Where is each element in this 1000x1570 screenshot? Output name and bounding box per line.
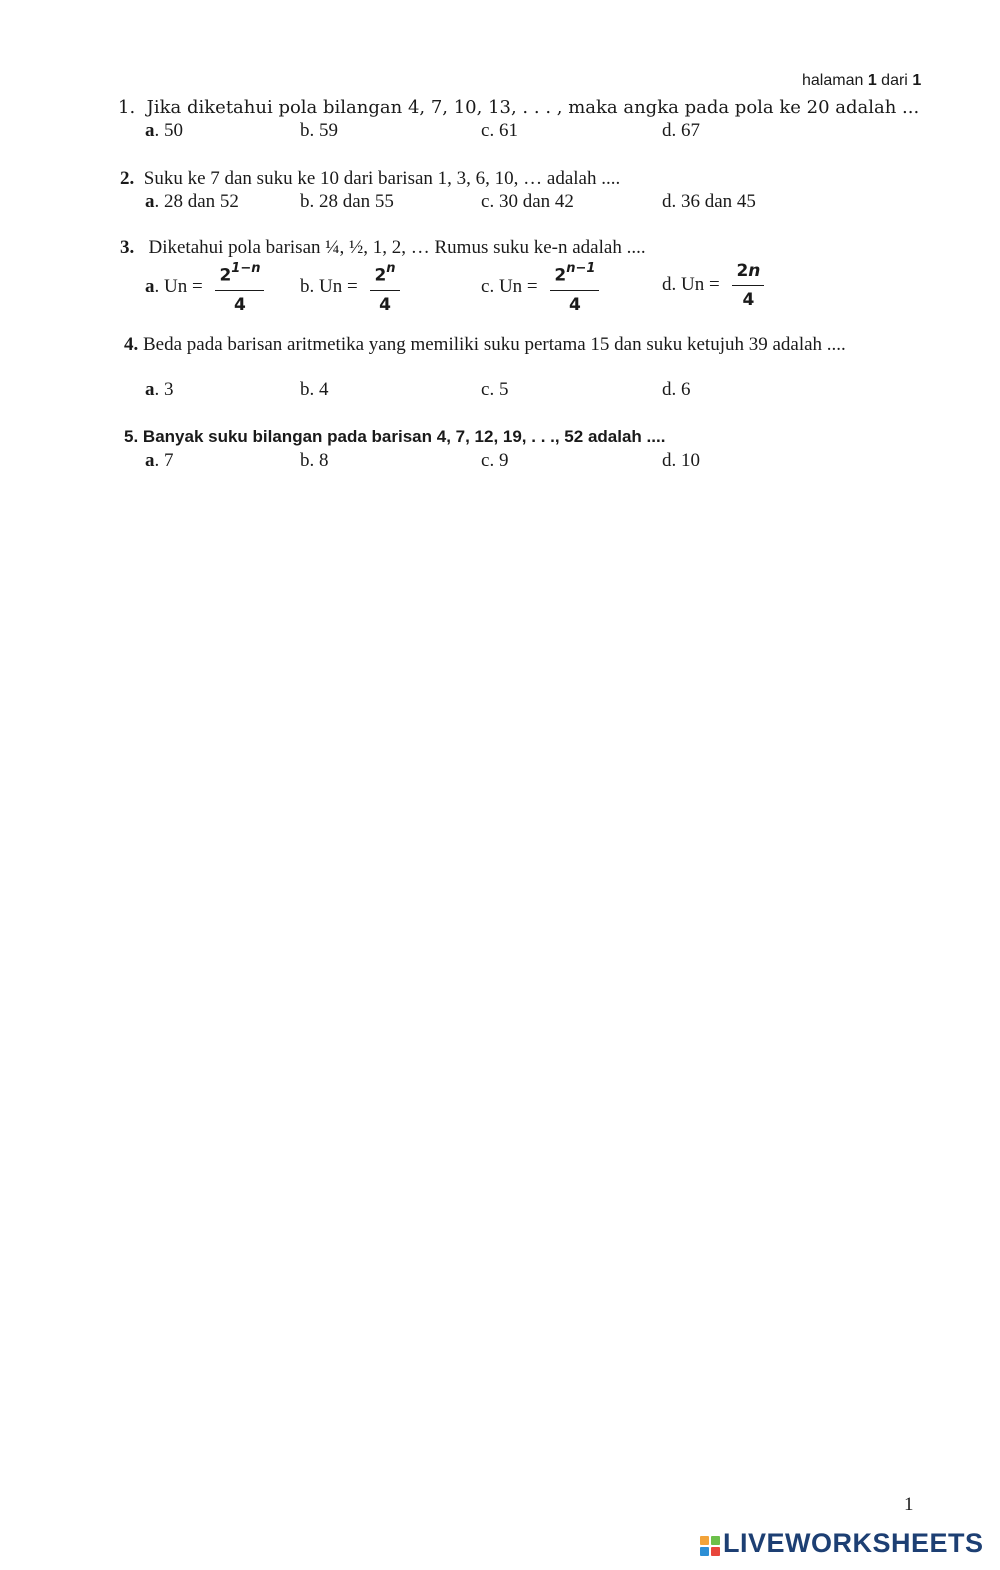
q2-option-b[interactable]: b. 28 dan 55 bbox=[300, 191, 394, 212]
formula-fraction: $\frac{2^{1-n}}{4}$ bbox=[215, 260, 264, 316]
q5-option-b[interactable]: b. 8 bbox=[300, 450, 329, 471]
formula-fraction: $\frac{2^n}{4}$ bbox=[370, 260, 399, 316]
q5-option-d[interactable]: d. 10 bbox=[662, 450, 700, 471]
question-number: 1. bbox=[118, 97, 136, 118]
question-number: 3. bbox=[120, 237, 135, 258]
q3-option-a[interactable]: a. Un = $\frac{2^{1-n}}{4}$ bbox=[145, 260, 264, 316]
q4-option-c[interactable]: c. 5 bbox=[481, 379, 509, 400]
question-text: Jika diketahui pola bilangan 4, 7, 10, 13, . . . , maka angka pada pola ke 20 adalah ... bbox=[146, 97, 920, 118]
q2-option-a[interactable]: a. 28 dan 52 bbox=[145, 191, 239, 212]
q1-option-a[interactable]: a. 50 bbox=[145, 120, 183, 141]
question-text: Banyak suku bilangan pada barisan 4, 7, 12, 19, . . ., 52 adalah .... bbox=[142, 427, 666, 446]
question-text: Suku ke 7 dan suku ke 10 dari barisan 1, 3, 6, 10, … adalah .... bbox=[143, 168, 621, 189]
header-middle: dari bbox=[876, 72, 913, 89]
q1-option-c[interactable]: c. 61 bbox=[481, 120, 518, 141]
header-prefix: halaman bbox=[802, 72, 868, 89]
formula-fraction: $\frac{2^{n-1}}{4}$ bbox=[550, 260, 599, 316]
page-header bbox=[802, 72, 921, 90]
page-number: 1 bbox=[904, 1494, 914, 1515]
question-5 bbox=[124, 426, 665, 448]
question-1 bbox=[118, 97, 919, 119]
logo-grid-icon bbox=[700, 1536, 720, 1556]
q3-option-b[interactable]: b. Un = $\frac{2^n}{4}$ bbox=[300, 260, 400, 316]
q5-option-c[interactable]: c. 9 bbox=[481, 450, 509, 471]
brand-name: LIVEWORKSHEETS bbox=[723, 1528, 984, 1558]
formula-fraction: $\frac{2n}{4}$ bbox=[732, 260, 764, 311]
q1-option-d[interactable]: d. 67 bbox=[662, 120, 700, 141]
q2-option-c[interactable]: c. 30 dan 42 bbox=[481, 191, 574, 212]
question-text: Diketahui pola barisan ¼, ½, 1, 2, … Rumus suku ke-n adalah .... bbox=[148, 237, 646, 258]
q5-option-a[interactable]: a. 7 bbox=[145, 450, 174, 471]
brand-logo[interactable] bbox=[700, 1528, 984, 1559]
question-4-number: 4. bbox=[124, 334, 139, 355]
question-number: 5. bbox=[124, 427, 139, 446]
header-total: 1 bbox=[912, 72, 922, 89]
q4-option-d[interactable]: d. 6 bbox=[662, 379, 691, 400]
q3-option-d[interactable]: d. Un = $\frac{2n}{4}$ bbox=[662, 260, 764, 311]
question-number: 2. bbox=[120, 168, 135, 189]
question-3 bbox=[120, 237, 646, 259]
q4-option-b[interactable]: b. 4 bbox=[300, 379, 329, 400]
q1-option-b[interactable]: b. 59 bbox=[300, 120, 338, 141]
q4-option-a[interactable]: a. 3 bbox=[145, 379, 174, 400]
question-4-text: Beda pada barisan aritmetika yang memiliki suku pertama 15 dan suku ketujuh 39 adalah .... bbox=[143, 334, 846, 355]
q2-option-d[interactable]: d. 36 dan 45 bbox=[662, 191, 756, 212]
header-page: 1 bbox=[867, 72, 877, 89]
question-2 bbox=[120, 168, 620, 190]
q3-option-c[interactable]: c. Un = $\frac{2^{n-1}}{4}$ bbox=[481, 260, 599, 316]
